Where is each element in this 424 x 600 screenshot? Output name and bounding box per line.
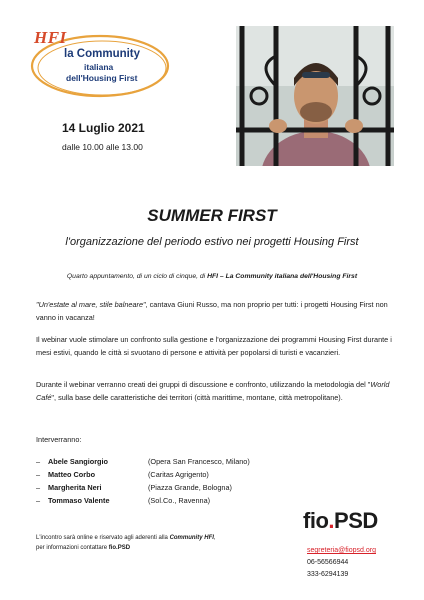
- page-title: SUMMER FIRST: [147, 206, 277, 225]
- contact-email-link[interactable]: segreteria@fiopsd.org: [307, 547, 376, 554]
- fio-logo-dot: .: [328, 508, 335, 533]
- logo-line-1: la Community: [64, 48, 141, 60]
- event-date: 14 Luglio 2021: [62, 121, 145, 135]
- page-subtitle: l'organizzazione del periodo estivo nei progetti Housing First: [65, 236, 359, 248]
- speaker-name: Tommaso Valente: [48, 496, 110, 505]
- speaker-dash: –: [36, 483, 41, 492]
- logo-hfi-text: HFI: [34, 28, 67, 47]
- contact-phone-2: 333-6294139: [307, 571, 349, 578]
- footer-line-2: [36, 543, 266, 553]
- speaker-name: Margherita Neri: [48, 483, 102, 492]
- intro-line: [0, 273, 424, 280]
- event-time: dalle 10.00 alle 13.00: [62, 142, 143, 152]
- footer-line-2-prefix: per informazioni contattare: [36, 545, 109, 551]
- speaker-row: [36, 483, 376, 495]
- footer-line-1-prefix: L'incontro sarà online e riservato agli aderenti alla: [36, 535, 170, 541]
- footer-note: [36, 533, 266, 553]
- paragraph-2: Il webinar vuole stimolare un confronto sulla gestione e l'organizzazione dei programmi Housing First durante i mesi estivi, quando le città si svuotano di persone e attività per popolarsi di turisti e vacanzieri.: [36, 335, 392, 357]
- hfi-community-logo: [22, 24, 172, 102]
- paragraph-1-quote: "Un'estate al mare, stile balneare": [36, 300, 146, 309]
- speaker-org: (Opera San Francesco, Milano): [148, 457, 250, 466]
- speaker-org: (Caritas Agrigento): [148, 470, 209, 479]
- paragraph-3-b: ", sulla base delle caratteristiche dei territori (città marittime, montane, città metropolitane).: [51, 392, 343, 402]
- speaker-name: Abele Sangiorgio: [48, 457, 109, 466]
- fio-logo-main: fio: [303, 508, 329, 533]
- speaker-row: [36, 496, 376, 508]
- footer-line-1-suffix: ,: [213, 535, 216, 541]
- speaker-dash: –: [36, 457, 41, 466]
- speakers-label: Interverranno:: [36, 435, 82, 444]
- intro-prefix: Quarto appuntamento, di un ciclo di cinque, di: [66, 273, 208, 280]
- fio-psd-logo: [303, 508, 378, 534]
- speaker-org: (Sol.Co., Ravenna): [148, 496, 211, 505]
- intro-bold: HFI – La Community italiana dell'Housing First: [207, 273, 358, 280]
- paragraph-1: [36, 299, 396, 324]
- fio-logo-rest: PSD: [334, 508, 378, 533]
- logo-line-3: dell'Housing First: [66, 73, 138, 83]
- paragraph-3: [36, 379, 396, 404]
- speaker-name: Matteo Corbo: [48, 470, 96, 479]
- paragraph-3-a: Durante il webinar verranno creati dei gruppi di discussione e confronto, utilizzando la metodologia del ": [36, 380, 371, 389]
- contact-phone-1: 06-56566944: [307, 559, 349, 566]
- logo-line-2: italiana: [84, 62, 114, 72]
- speaker-dash: –: [36, 496, 41, 505]
- footer-line-1: [36, 533, 266, 543]
- speaker-org: (Piazza Grande, Bologna): [148, 483, 232, 492]
- hero-photo: [236, 26, 394, 166]
- paragraph-3-italic: World Café: [36, 380, 390, 402]
- speaker-row: [36, 470, 376, 482]
- paragraph-1-rest: , cantava Giuni Russo, ma non proprio per tutti: i progetti Housing First non vanno in vacanza!: [36, 300, 388, 322]
- speaker-row: [36, 457, 376, 469]
- speaker-dash: –: [36, 470, 41, 479]
- footer-line-2-bold: fio.PSD: [108, 545, 131, 551]
- footer-line-1-bold: Community HFI: [169, 535, 214, 541]
